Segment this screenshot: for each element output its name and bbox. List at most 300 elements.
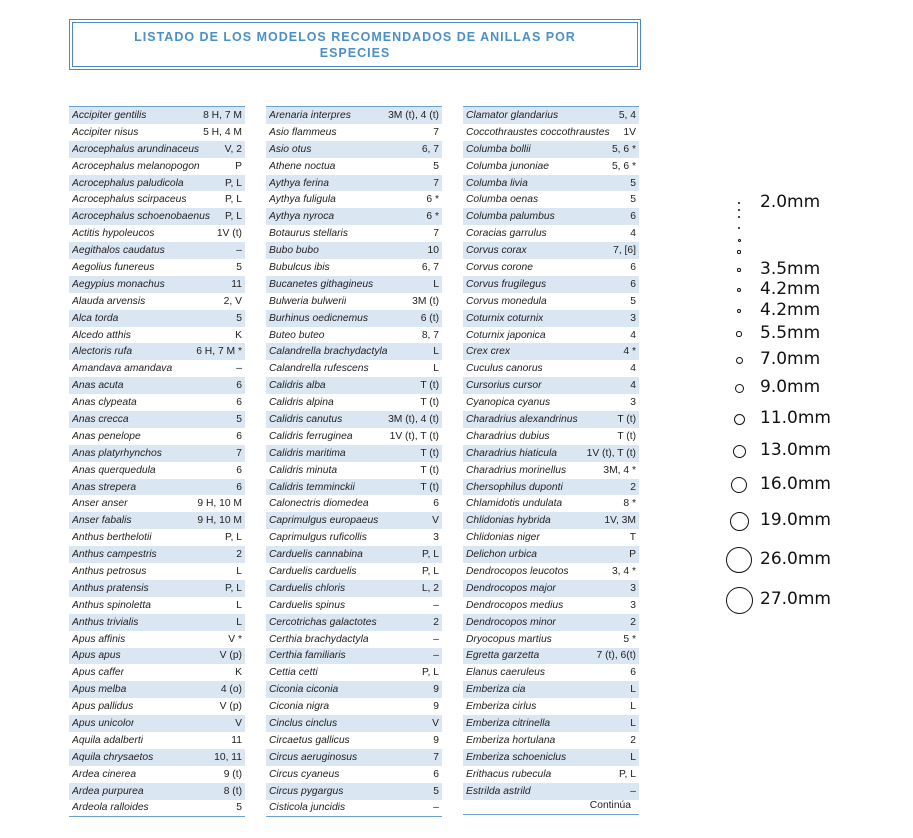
- ring-code: 5 *: [623, 633, 636, 645]
- ring-code: 2: [433, 616, 439, 628]
- ring-code: 5, 6 *: [611, 160, 636, 172]
- species-row: [463, 715, 639, 732]
- species-name: Corvus corax: [466, 245, 527, 257]
- ring-size-label: 3.5mm: [760, 259, 821, 279]
- species-row: [69, 327, 245, 344]
- species-name: Ardeola ralloides: [72, 802, 149, 814]
- species-row: [463, 512, 639, 529]
- species-row: [463, 259, 639, 276]
- ring-code: K: [235, 329, 242, 341]
- species-row: [266, 343, 442, 360]
- species-row: [463, 783, 639, 800]
- species-row: [266, 698, 442, 715]
- species-row: [266, 580, 442, 597]
- ring-code: L: [236, 616, 242, 628]
- species-name: Asio otus: [269, 143, 312, 155]
- ring-code: 4: [630, 380, 636, 392]
- species-row: [266, 563, 442, 580]
- species-row: [69, 681, 245, 698]
- ring-size-label: 26.0mm: [760, 549, 831, 569]
- species-row: [69, 749, 245, 766]
- species-row: [266, 208, 442, 225]
- species-name: Egretta garzetta: [466, 650, 540, 662]
- species-name: Apus melba: [72, 684, 127, 696]
- species-row: [69, 580, 245, 597]
- species-row: [266, 411, 442, 428]
- species-name: Cercotrichas galactotes: [269, 616, 377, 628]
- species-row: [69, 445, 245, 462]
- species-row: [69, 310, 245, 327]
- ring-code: 5: [236, 802, 242, 814]
- species-row: [69, 715, 245, 732]
- species-name: Anas strepera: [72, 481, 137, 493]
- ring-code: L: [236, 565, 242, 577]
- species-row: [69, 259, 245, 276]
- ring-size-label: 27.0mm: [760, 589, 831, 609]
- ring-size-circle: [734, 414, 745, 425]
- ring-size-circle: [737, 250, 740, 253]
- species-row: [463, 749, 639, 766]
- ring-code: 7: [433, 126, 439, 138]
- ring-code: 9 H, 10 M: [197, 498, 242, 510]
- ring-code: 5: [630, 194, 636, 206]
- species-name: Bubulcus ibis: [269, 261, 330, 273]
- ring-code: 5, 6 *: [611, 143, 636, 155]
- ring-code: P, L: [225, 532, 242, 544]
- ring-code: P, L: [225, 177, 242, 189]
- ring-code: T (t): [420, 380, 439, 392]
- species-row: [266, 715, 442, 732]
- ring-code: L: [630, 684, 636, 696]
- ring-code: –: [236, 363, 242, 375]
- species-name: Asio flammeus: [269, 126, 337, 138]
- species-row: [69, 428, 245, 445]
- ring-code: T (t): [420, 481, 439, 493]
- species-name: Anthus trivialis: [72, 616, 139, 628]
- ring-code: 9 H, 10 M: [197, 515, 242, 527]
- species-name: Estrilda astrild: [466, 785, 531, 797]
- species-name: Acrocephalus paludicola: [72, 177, 184, 189]
- species-row: [266, 512, 442, 529]
- ring-code: 6, 7: [421, 261, 439, 273]
- species-row: [463, 580, 639, 597]
- ring-code: 7: [433, 751, 439, 763]
- ring-code: 3M (t), 4 (t): [388, 109, 439, 121]
- species-row: [69, 141, 245, 158]
- species-row: [463, 158, 639, 175]
- species-row: [463, 310, 639, 327]
- ring-size-circle: [738, 227, 741, 230]
- ring-code: 4: [630, 363, 636, 375]
- species-name: Clamator glandarius: [466, 109, 559, 121]
- species-name: Cyanopica cyanus: [466, 397, 551, 409]
- species-row: [266, 529, 442, 546]
- ring-code: V, 2: [224, 143, 242, 155]
- species-name: Anser anser: [72, 498, 128, 510]
- species-row: [463, 766, 639, 783]
- species-row: [266, 360, 442, 377]
- species-name: Coturnix japonica: [466, 329, 546, 341]
- ring-code: L: [433, 278, 439, 290]
- species-row: [266, 377, 442, 394]
- species-row: [69, 648, 245, 665]
- species-row: [69, 377, 245, 394]
- ring-code: 2: [236, 549, 242, 561]
- ring-code: 3M (t): [412, 295, 439, 307]
- ring-code: 2, V: [223, 295, 242, 307]
- ring-size-label: 19.0mm: [760, 510, 831, 530]
- species-row: [69, 783, 245, 800]
- ring-code: 5: [630, 177, 636, 189]
- ring-code: 9 (t): [223, 768, 242, 780]
- species-name: Charadrius morinellus: [466, 464, 567, 476]
- species-name: Bucanetes githagineus: [269, 278, 374, 290]
- species-name: Acrocephalus melanopogon: [72, 160, 200, 172]
- species-name: Anthus campestris: [72, 549, 157, 561]
- species-row: [463, 664, 639, 681]
- ring-code: 6: [630, 667, 636, 679]
- species-row: [463, 563, 639, 580]
- species-name: Calidris alpina: [269, 397, 334, 409]
- ring-size-circle: [737, 288, 741, 292]
- species-row: [266, 225, 442, 242]
- ring-size-circle: [738, 239, 741, 242]
- species-name: Ardea purpurea: [72, 785, 144, 797]
- species-row: [69, 343, 245, 360]
- species-row: [266, 648, 442, 665]
- species-row: [463, 276, 639, 293]
- species-row: [463, 141, 639, 158]
- species-name: Calandrella brachydactyla: [269, 346, 388, 358]
- ring-code: V: [432, 515, 439, 527]
- species-name: Caprimulgus europaeus: [269, 515, 379, 527]
- species-name: Aquila adalberti: [72, 734, 143, 746]
- species-row: [69, 495, 245, 512]
- species-name: Erithacus rubecula: [466, 768, 552, 780]
- ring-size-circle: [736, 331, 742, 337]
- ring-code: P: [629, 549, 636, 561]
- species-row: [69, 175, 245, 192]
- species-name: Anas platyrhynchos: [72, 447, 162, 459]
- species-row: [266, 462, 442, 479]
- species-name: Aythya ferina: [269, 177, 330, 189]
- species-row: [266, 783, 442, 800]
- ring-size-circle: [737, 268, 741, 272]
- ring-code: 2: [630, 481, 636, 493]
- ring-size-label: 5.5mm: [760, 323, 821, 343]
- ring-code: –: [433, 650, 439, 662]
- ring-code: 8 *: [623, 498, 636, 510]
- species-row: [463, 631, 639, 648]
- species-name: Chlidonias niger: [466, 532, 540, 544]
- ring-code: P, L: [422, 549, 439, 561]
- ring-code: L: [433, 363, 439, 375]
- species-name: Apus pallidus: [72, 701, 134, 713]
- species-row: [69, 546, 245, 563]
- species-row: [69, 411, 245, 428]
- species-name: Acrocephalus arundinaceus: [72, 143, 200, 155]
- ring-code: V: [432, 718, 439, 729]
- species-name: Anas acuta: [72, 380, 124, 392]
- ring-size-label: 9.0mm: [760, 377, 821, 397]
- ring-size-label: 7.0mm: [760, 349, 821, 369]
- species-row: [266, 276, 442, 293]
- species-name: Chlamidotis undulata: [466, 498, 563, 510]
- species-name: Calidris temminckii: [269, 481, 355, 493]
- ring-code: L: [630, 701, 636, 713]
- species-name: Columba livia: [466, 177, 528, 189]
- ring-code: P, L: [225, 582, 242, 594]
- ring-size-circle: [738, 209, 741, 212]
- species-row: [463, 546, 639, 563]
- ring-code: –: [433, 599, 439, 611]
- ring-code: V (p): [219, 650, 242, 662]
- species-name: Circaetus gallicus: [269, 734, 350, 746]
- species-column-2: [266, 106, 442, 817]
- ring-code: 4: [630, 228, 636, 240]
- species-row: [69, 191, 245, 208]
- species-row: [69, 563, 245, 580]
- species-row: [463, 445, 639, 462]
- species-row: [463, 225, 639, 242]
- page-title: LISTADO DE LOS MODELOS RECOMENDADOS DE ANILLAS POR ESPECIES: [134, 29, 576, 60]
- ring-code: P, L: [422, 667, 439, 679]
- ring-code: 4 (o): [220, 684, 242, 696]
- species-name: Chlidonias hybrida: [466, 515, 551, 527]
- species-row: [463, 394, 639, 411]
- species-row: [69, 124, 245, 141]
- ring-code: T (t): [420, 397, 439, 409]
- ring-code: 6: [630, 278, 636, 290]
- species-row: [463, 107, 639, 124]
- ring-code: 5: [630, 295, 636, 307]
- ring-code: T (t): [420, 447, 439, 459]
- species-name: Charadrius hiaticula: [466, 447, 558, 459]
- species-name: Anas clypeata: [72, 397, 137, 409]
- ring-code: 6: [630, 211, 636, 223]
- species-row: [463, 242, 639, 259]
- ring-code: V (p): [219, 701, 242, 713]
- species-row: [463, 360, 639, 377]
- species-name: Bulweria bulwerii: [269, 295, 347, 307]
- species-name: Aythya nyroca: [269, 211, 335, 223]
- species-name: Cursorius cursor: [466, 380, 542, 392]
- ring-code: 6: [236, 430, 242, 442]
- species-name: Aquila chrysaetos: [72, 751, 154, 763]
- species-row: [463, 698, 639, 715]
- species-row: [463, 343, 639, 360]
- species-name: Circus aeruginosus: [269, 751, 358, 763]
- ring-code: P: [235, 160, 242, 172]
- ring-code: P, L: [225, 211, 242, 223]
- species-row: [266, 107, 442, 124]
- species-row: [266, 597, 442, 614]
- species-name: Elanus caeruleus: [466, 667, 545, 679]
- species-row: [266, 394, 442, 411]
- species-row: [69, 614, 245, 631]
- species-row: [463, 124, 639, 141]
- species-row: [266, 158, 442, 175]
- species-name: Emberiza cirlus: [466, 701, 537, 713]
- species-name: Coracias garrulus: [466, 228, 547, 240]
- species-row: [463, 597, 639, 614]
- species-row: [463, 428, 639, 445]
- ring-code: P, L: [619, 768, 636, 780]
- species-name: Corvus corone: [466, 261, 533, 273]
- species-row: [463, 191, 639, 208]
- ring-code: 8, 7: [421, 329, 439, 341]
- species-name: Apus caffer: [72, 667, 125, 679]
- ring-code: 11: [231, 734, 242, 746]
- species-name: Calidris canutus: [269, 413, 343, 425]
- species-row: [69, 732, 245, 749]
- species-name: Charadrius alexandrinus: [466, 413, 578, 425]
- ring-code: L, 2: [421, 582, 439, 594]
- ring-size-circle: [737, 309, 741, 313]
- species-name: Anser fabalis: [72, 515, 132, 527]
- species-name: Anthus petrosus: [72, 565, 147, 577]
- ring-code: –: [630, 785, 636, 797]
- species-name: Aegolius funereus: [72, 261, 155, 273]
- species-name: Alcedo atthis: [72, 329, 131, 341]
- ring-code: 5 H, 4 M: [203, 126, 242, 138]
- species-name: Aegypius monachus: [72, 278, 165, 290]
- species-name: Circus cyaneus: [269, 768, 340, 780]
- species-row: [266, 175, 442, 192]
- ring-code: 7: [433, 228, 439, 240]
- species-name: Ciconia ciconia: [269, 684, 339, 696]
- ring-code: T (t): [420, 464, 439, 476]
- species-name: Alca torda: [72, 312, 119, 324]
- ring-code: 8 H, 7 M: [203, 109, 242, 121]
- ring-code: T: [629, 532, 636, 544]
- ring-code: 5, 4: [618, 109, 636, 121]
- species-name: Amandava amandava: [72, 363, 173, 375]
- ring-size-circle: [738, 216, 741, 219]
- species-row: [69, 208, 245, 225]
- ring-code: 2: [630, 616, 636, 628]
- species-row: [69, 276, 245, 293]
- species-row: [69, 698, 245, 715]
- species-name: Apus unicolor: [72, 718, 135, 729]
- species-name: Cisticola juncidis: [269, 802, 346, 814]
- ring-code: 6: [630, 261, 636, 273]
- ring-code: 4: [630, 329, 636, 341]
- ring-code: 7: [236, 447, 242, 459]
- species-row: [463, 208, 639, 225]
- species-name: Accipiter gentilis: [72, 109, 147, 121]
- ring-size-label: 13.0mm: [760, 440, 831, 460]
- ring-code: 5: [236, 413, 242, 425]
- species-row: [463, 175, 639, 192]
- species-row: [266, 479, 442, 496]
- species-name: Columba oenas: [466, 194, 539, 206]
- species-row: [266, 546, 442, 563]
- ring-code: T (t): [617, 430, 636, 442]
- species-name: Accipiter nisus: [72, 126, 139, 138]
- species-name: Delichon urbica: [466, 549, 537, 561]
- ring-size-circle: [730, 512, 749, 531]
- species-row: [69, 766, 245, 783]
- continua-label: Continúa: [463, 798, 639, 815]
- ring-size-label: 11.0mm: [760, 408, 831, 428]
- ring-code: 6: [433, 498, 439, 510]
- species-row: [463, 411, 639, 428]
- ring-code: 6: [236, 397, 242, 409]
- species-name: Coturnix coturnix: [466, 312, 544, 324]
- species-name: Aythya fuligula: [269, 194, 336, 206]
- species-row: [69, 293, 245, 310]
- species-row: [266, 428, 442, 445]
- ring-code: 6: [433, 768, 439, 780]
- ring-code: 5: [236, 312, 242, 324]
- species-name: Alectoris rufa: [72, 346, 133, 358]
- species-name: Corvus monedula: [466, 295, 547, 307]
- species-name: Anthus pratensis: [72, 582, 149, 594]
- ring-code: V: [235, 718, 242, 729]
- species-name: Chersophilus duponti: [466, 481, 563, 493]
- species-name: Columba palumbus: [466, 211, 555, 223]
- ring-code: 6 *: [426, 211, 439, 223]
- ring-size-label: 16.0mm: [760, 474, 831, 494]
- ring-code: –: [433, 633, 439, 645]
- ring-size-circle: [726, 547, 752, 573]
- ring-code: V *: [228, 633, 242, 645]
- ring-code: 3: [433, 532, 439, 544]
- species-row: [463, 681, 639, 698]
- species-row: [69, 529, 245, 546]
- species-name: Calidris minuta: [269, 464, 338, 476]
- ring-code: P, L: [422, 565, 439, 577]
- ring-size-label: 4.2mm: [760, 300, 821, 320]
- ring-code: 5: [236, 261, 242, 273]
- ring-code: 3M (t), 4 (t): [388, 413, 439, 425]
- species-row: [69, 800, 245, 817]
- species-row: [266, 310, 442, 327]
- ring-code: 1V: [623, 126, 636, 138]
- species-row: [463, 614, 639, 631]
- species-row: [463, 327, 639, 344]
- ring-code: 3, 4 *: [611, 565, 636, 577]
- species-row: [69, 512, 245, 529]
- species-row: [266, 614, 442, 631]
- species-row: [69, 360, 245, 377]
- ring-code: –: [236, 245, 242, 257]
- species-name: Buteo buteo: [269, 329, 325, 341]
- species-name: Circus pygargus: [269, 785, 344, 797]
- species-row: [463, 479, 639, 496]
- ring-code: L: [236, 599, 242, 611]
- species-row: [69, 158, 245, 175]
- species-row: [266, 327, 442, 344]
- ring-code: 5: [433, 160, 439, 172]
- ring-code: 3: [630, 397, 636, 409]
- species-name: Acrocephalus schoenobaenus: [72, 211, 210, 223]
- species-name: Cinclus cinclus: [269, 718, 338, 729]
- species-name: Columba junoniae: [466, 160, 550, 172]
- species-name: Burhinus oedicnemus: [269, 312, 369, 324]
- species-name: Carduelis carduelis: [269, 565, 357, 577]
- ring-size-circle: [726, 587, 753, 614]
- species-name: Dendrocopos medius: [466, 599, 564, 611]
- species-row: [266, 191, 442, 208]
- ring-size-circle: [733, 445, 746, 458]
- species-row: [266, 664, 442, 681]
- species-name: Anthus spinoletta: [72, 599, 151, 611]
- ring-code: 7 (t), 6(t): [596, 650, 636, 662]
- ring-code: 1V (t), T (t): [586, 447, 636, 459]
- ring-code: 2: [630, 734, 636, 746]
